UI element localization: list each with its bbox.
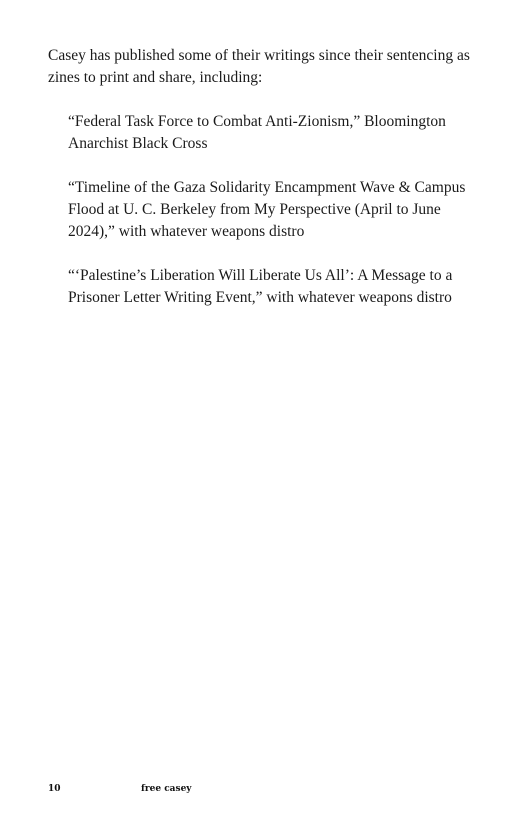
intro-paragraph: Casey has published some of their writings since their sentencing as zines to print and share, including: — [48, 47, 470, 86]
page-footer — [0, 784, 528, 800]
zine-item-gaza-encampment-timeline: “Timeline of the Gaza Solidarity Encampment Wave & Campus Flood at U. C. Berkeley from My Perspective (April to June 2024),” with whatever weapons distro — [68, 179, 466, 240]
page-number: 10 — [48, 784, 61, 794]
zine-item-palestine-liberation-message: “‘Palestine’s Liberation Will Liberate Us All’: A Message to a Prisoner Letter Writing Event,” with whatever weapons distro — [68, 267, 453, 306]
zine-list — [68, 111, 478, 331]
zine-item-federal-task-force: “Federal Task Force to Combat Anti-Zionism,” Bloomington Anarchist Black Cross — [68, 113, 446, 152]
running-title: free casey — [141, 784, 192, 794]
